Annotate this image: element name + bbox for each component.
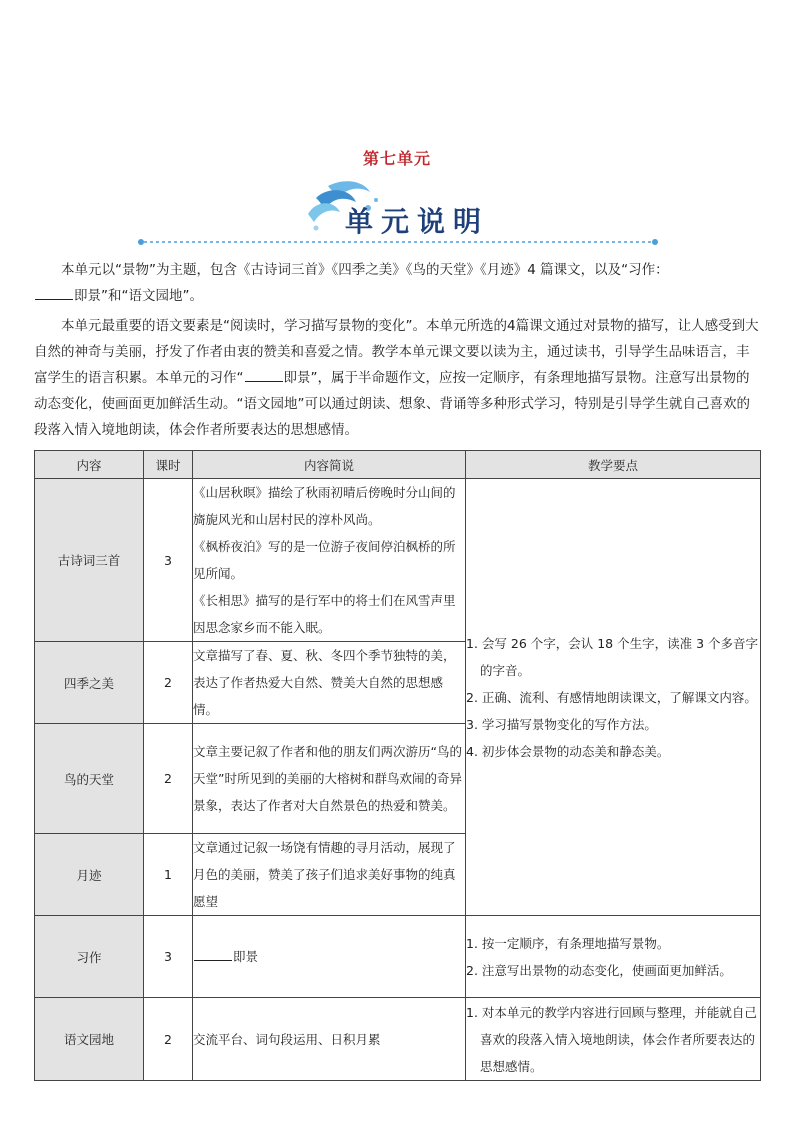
header-teaching-points: 教学要点	[466, 451, 761, 479]
teaching-point: 1. 会写 26 个字，会认 18 个生字，读准 3 个多音字的字音。	[466, 635, 759, 678]
row-summary: 即景	[193, 916, 466, 998]
row-name: 语文园地	[35, 998, 144, 1081]
row-hours: 3	[144, 479, 193, 642]
row-name: 习作	[35, 916, 144, 998]
banner-title: 单元说明	[344, 205, 489, 238]
header-content: 内容	[35, 451, 144, 479]
row-summary: 文章通过记叙一场饶有情趣的寻月活动，展现了月色的美丽，赞美了孩子们追求美好事物的纯真愿望	[193, 834, 466, 916]
teaching-point: 1. 对本单元的教学内容进行回顾与整理，并能就自己喜欢的段落入情入境地朗读，体会作者所要表达的思想感情。	[466, 1004, 757, 1074]
teaching-point: 3. 学习描写景物变化的写作方法。	[466, 716, 657, 732]
row-hours: 2	[144, 998, 193, 1081]
teaching-points-cell	[466, 479, 761, 916]
row-name: 月迹	[35, 834, 144, 916]
header-hours: 课时	[144, 451, 193, 479]
teaching-points-cell	[466, 916, 761, 998]
teaching-points-cell	[466, 998, 761, 1081]
intro-paragraph-2: 本单元最重要的语文要素是“阅读时，学习描写景物的变化”。本单元所选的4篇课文通过对景物的描写，让人感受到大自然的神奇与美丽，抒发了作者由衷的赞美和喜爱之情。教学本单元课文要以读为主，通过读书，引导学生品味语言，丰富学生的语言积累。本单元的习作“ 即景”，属于半命题作文，应按一定顺序，有条理地描写景物。注意写出景物的动态变化，使画面更加鲜活生动。“语文园地”可以通过朗读、想象、背诵等多种形式学习，特别是引导学生就自己喜欢的段落入情入境地朗读，体会作者所要表达的思想感情。	[34, 318, 759, 438]
summary-line: 《山居秋暝》描绘了秋雨初晴后傍晚时分山间的旖旎风光和山居村民的淳朴风尚。	[193, 485, 456, 527]
row-summary: 文章描写了春、夏、秋、冬四个季节独特的美，表达了作者热爱大自然、赞美大自然的思想感情。	[193, 642, 466, 724]
teaching-point: 4. 初步体会景物的动态美和静态美。	[466, 743, 670, 759]
summary-line: 《长相思》描写的是行军中的将士们在风雪声里因思念家乡而不能入眠。	[193, 593, 456, 635]
intro-paragraph-1: 本单元以“景物”为主题，包含《古诗词三首》《四季之美》《鸟的天堂》《月迹》4 篇课文，以及“习作： 即景”和“语文园地”。	[34, 257, 760, 309]
teaching-point: 1. 按一定顺序，有条理地描写景物。	[466, 935, 670, 951]
unit-title: 第七单元	[362, 149, 431, 168]
unit-plan-table	[34, 450, 761, 1081]
row-summary: 文章主要记叙了作者和他的朋友们两次游历“鸟的天堂”时所见到的美丽的大榕树和群鸟欢闹的奇异景象，表达了作者对大自然景色的热爱和赞美。	[193, 724, 466, 834]
row-name: 鸟的天堂	[35, 724, 144, 834]
row-hours: 2	[144, 642, 193, 724]
table-row	[35, 916, 761, 998]
header-summary: 内容简说	[193, 451, 466, 479]
row-summary	[193, 479, 466, 642]
row-hours: 1	[144, 834, 193, 916]
row-hours: 2	[144, 724, 193, 834]
row-hours: 3	[144, 916, 193, 998]
teaching-point: 2. 注意写出景物的动态变化，使画面更加鲜活。	[466, 962, 732, 978]
blank-line	[245, 367, 283, 382]
row-name: 古诗词三首	[35, 479, 144, 642]
teaching-point: 2. 正确、流利、有感情地朗读课文，了解课文内容。	[466, 689, 757, 705]
table-header-row	[35, 451, 761, 479]
summary-line: 《枫桥夜泊》写的是一位游子夜间停泊枫桥的所见所闻。	[193, 539, 456, 581]
table-row	[35, 998, 761, 1081]
blank-line	[194, 946, 232, 961]
table-row	[35, 479, 761, 642]
row-name: 四季之美	[35, 642, 144, 724]
blank-line	[35, 285, 73, 300]
row-summary: 交流平台、词句段运用、日积月累	[193, 998, 466, 1081]
